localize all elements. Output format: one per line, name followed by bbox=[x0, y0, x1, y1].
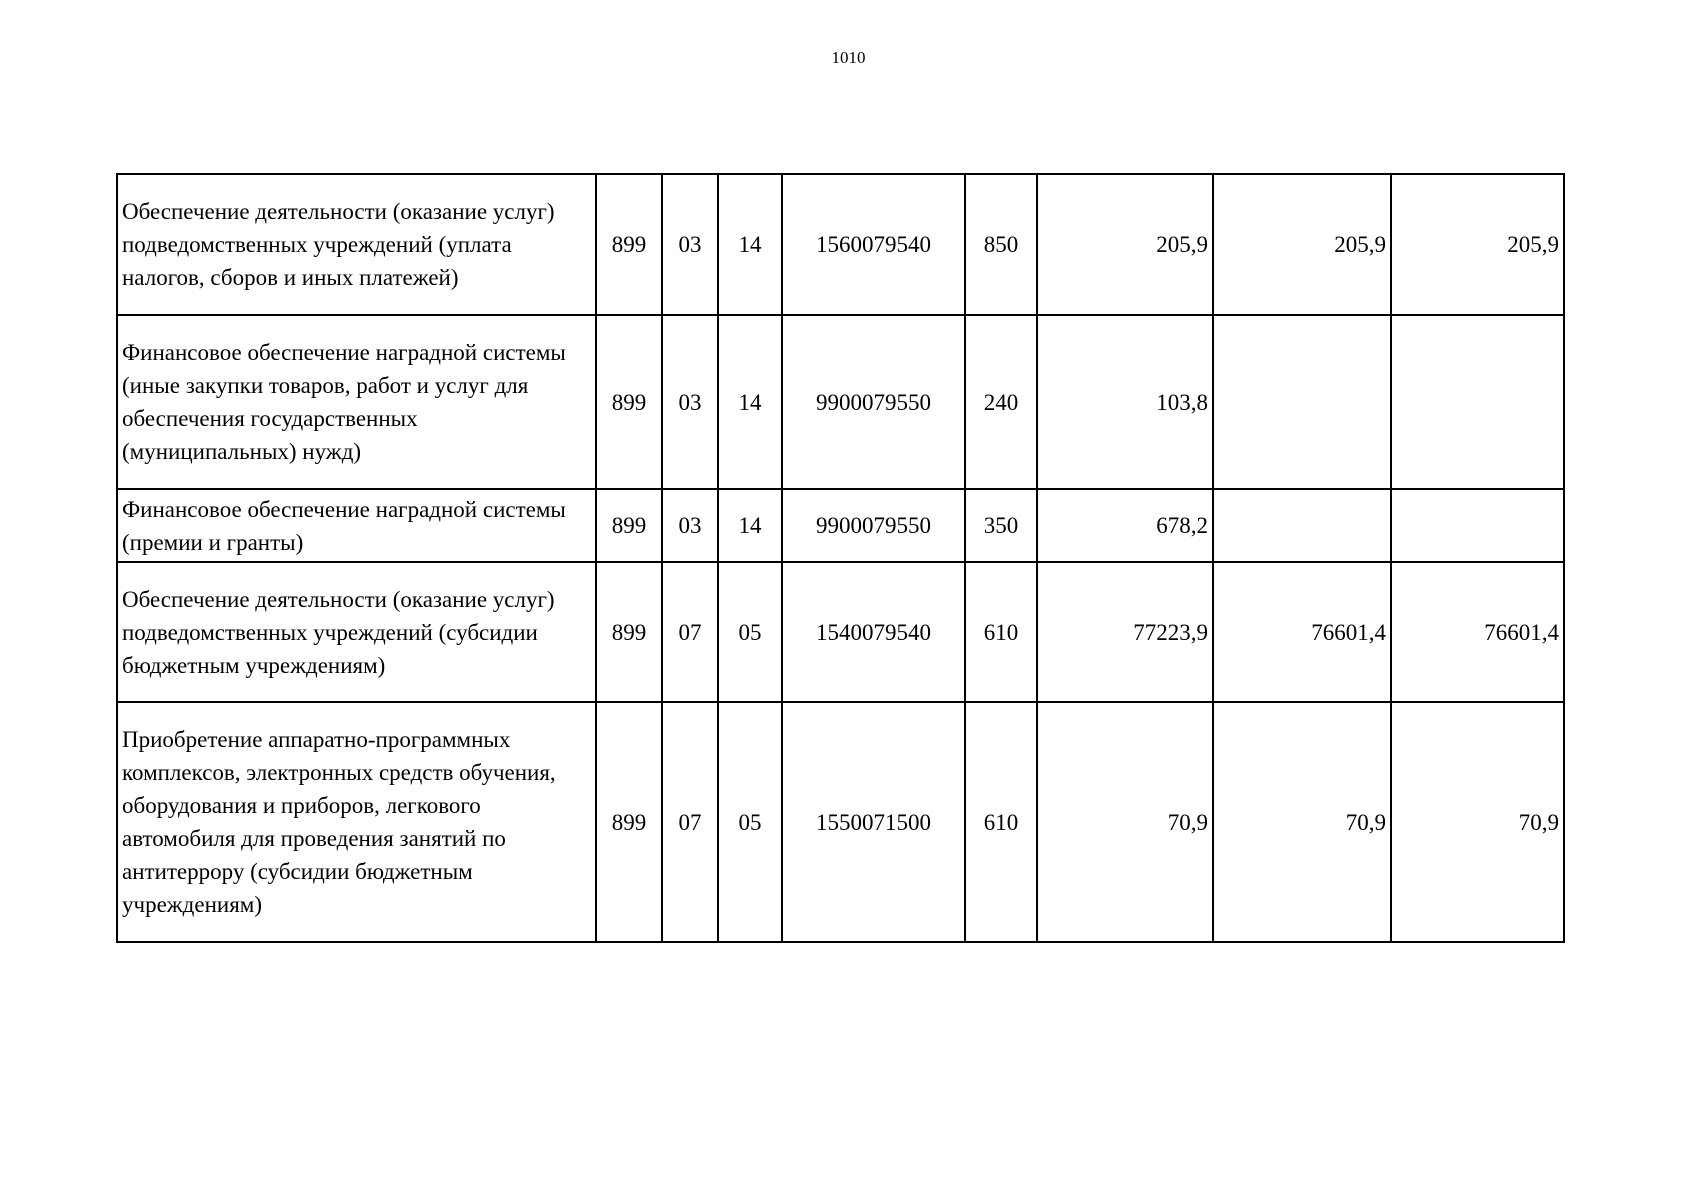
section-code: 03 bbox=[662, 489, 718, 562]
ministry-code: 899 bbox=[596, 702, 662, 942]
subsection-code: 05 bbox=[718, 562, 782, 702]
ministry-code: 899 bbox=[596, 315, 662, 489]
amount-cell-1: 205,9 bbox=[1037, 174, 1213, 315]
amount-cell-1: 103,8 bbox=[1037, 315, 1213, 489]
amount-cell-3 bbox=[1391, 315, 1564, 489]
section-code: 03 bbox=[662, 174, 718, 315]
amount-cell-1: 77223,9 bbox=[1037, 562, 1213, 702]
amount-cell-2: 205,9 bbox=[1213, 174, 1391, 315]
amount-cell-1: 70,9 bbox=[1037, 702, 1213, 942]
row-description: Приобретение аппаратно-программных комплексов, электронных средств обучения, оборудования и приборов, легкового автомобиля для проведения занятий по антитеррору (субсидии бюджетным учреждениям) bbox=[117, 702, 596, 942]
table-row bbox=[117, 702, 1564, 942]
subsection-code: 14 bbox=[718, 489, 782, 562]
amount-cell-2: 76601,4 bbox=[1213, 562, 1391, 702]
expense-type-code: 850 bbox=[965, 174, 1037, 315]
section-code: 03 bbox=[662, 315, 718, 489]
ministry-code: 899 bbox=[596, 174, 662, 315]
amount-cell-3: 76601,4 bbox=[1391, 562, 1564, 702]
amount-cell-3: 205,9 bbox=[1391, 174, 1564, 315]
target-item-code: 1550071500 bbox=[782, 702, 965, 942]
expense-type-code: 610 bbox=[965, 702, 1037, 942]
table-row bbox=[117, 174, 1564, 315]
expense-type-code: 350 bbox=[965, 489, 1037, 562]
page-number: 1010 bbox=[831, 48, 866, 67]
section-code: 07 bbox=[662, 562, 718, 702]
row-description: Финансовое обеспечение наградной системы (иные закупки товаров, работ и услуг для обеспечения государственных (муниципальных) нужд) bbox=[117, 315, 596, 489]
expense-type-code: 240 bbox=[965, 315, 1037, 489]
target-item-code: 9900079550 bbox=[782, 489, 965, 562]
subsection-code: 05 bbox=[718, 702, 782, 942]
target-item-code: 9900079550 bbox=[782, 315, 965, 489]
row-description: Обеспечение деятельности (оказание услуг) подведомственных учреждений (уплата налогов, сборов и иных платежей) bbox=[117, 174, 596, 315]
ministry-code: 899 bbox=[596, 562, 662, 702]
expense-type-code: 610 bbox=[965, 562, 1037, 702]
amount-cell-1: 678,2 bbox=[1037, 489, 1213, 562]
target-item-code: 1540079540 bbox=[782, 562, 965, 702]
table-row bbox=[117, 562, 1564, 702]
table-row bbox=[117, 489, 1564, 562]
subsection-code: 14 bbox=[718, 174, 782, 315]
section-code: 07 bbox=[662, 702, 718, 942]
subsection-code: 14 bbox=[718, 315, 782, 489]
row-description: Финансовое обеспечение наградной системы (премии и гранты) bbox=[117, 489, 596, 562]
amount-cell-3 bbox=[1391, 489, 1564, 562]
target-item-code: 1560079540 bbox=[782, 174, 965, 315]
amount-cell-2 bbox=[1213, 315, 1391, 489]
amount-cell-3: 70,9 bbox=[1391, 702, 1564, 942]
amount-cell-2: 70,9 bbox=[1213, 702, 1391, 942]
ministry-code: 899 bbox=[596, 489, 662, 562]
amount-cell-2 bbox=[1213, 489, 1391, 562]
row-description: Обеспечение деятельности (оказание услуг) подведомственных учреждений (субсидии бюджетным учреждениям) bbox=[117, 562, 596, 702]
table-row bbox=[117, 315, 1564, 489]
budget-table bbox=[116, 173, 1565, 943]
